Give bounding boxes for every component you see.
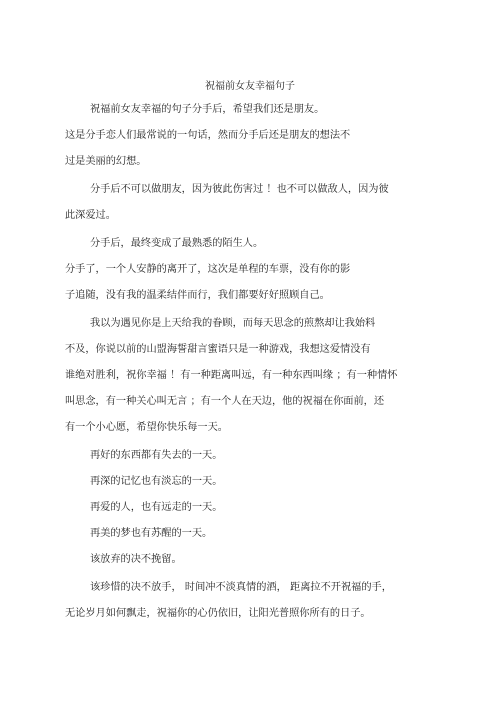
paragraph-line: 过是美丽的幻想。 [65, 156, 147, 167]
document-title: 祝福前女友幸福句子 [205, 81, 295, 92]
paragraph-line: 再深的记忆也有淡忘的一天。 [90, 476, 223, 487]
paragraph-line: 这是分手恋人们最常说的一句话，然而分手后还是朋友的想法不 [65, 130, 351, 141]
paragraph-line: 分手了，一个人安静的离开了，这次是单程的车票，没有你的影 [65, 264, 351, 275]
paragraph-line: 再爱的人，也有远走的一天。 [90, 502, 223, 513]
paragraph-line: 该放弃的决不挽留。 [90, 554, 182, 565]
paragraph-line: 不及，你说以前的山盟海誓甜言蜜语只是一种游戏，我想这爱情没有 [65, 344, 371, 355]
paragraph-line: 再好的东西都有失去的一天。 [90, 450, 223, 461]
paragraph-line: 谁绝对胜利，祝你幸福 ！有一种距离叫远，有一种东西叫缘 ；有一种情怀 [65, 370, 398, 381]
paragraph-line: 该珍惜的决不放手， 时间冲不淡真情的酒， 距离拉不开祝福的手， [90, 582, 392, 593]
paragraph-line: 叫思念，有一种关心叫无言 ；有一个人在天边，他的祝福在你面前，还 [65, 396, 385, 407]
paragraph-line: 有一个小心愿，希望你快乐每一天。 [65, 422, 228, 433]
paragraph-line: 我以为遇见你是上天给我的眷顾，而每天思念的煎熬却让我始料 [90, 318, 376, 329]
paragraph-line: 此深爱过。 [65, 210, 116, 221]
paragraph-line: 子追随，没有我的温柔结伴而行，我们都要好好照顾自己。 [65, 290, 330, 301]
paragraph-line: 分手后，最终变成了最熟悉的陌生人。 [90, 238, 264, 249]
paragraph-line: 无论岁月如何飘走，祝福你的心仍依旧，让阳光普照你所有的日子。 [65, 608, 371, 619]
paragraph-line: 分手后不可以做朋友，因为彼此伤害过 ！也不可以做敌人，因为彼 [90, 184, 389, 195]
paragraph-line: 祝福前女友幸福的句子分手后，希望我们还是朋友。 [90, 104, 325, 115]
paragraph-line: 再美的梦也有苏醒的一天。 [90, 528, 213, 539]
